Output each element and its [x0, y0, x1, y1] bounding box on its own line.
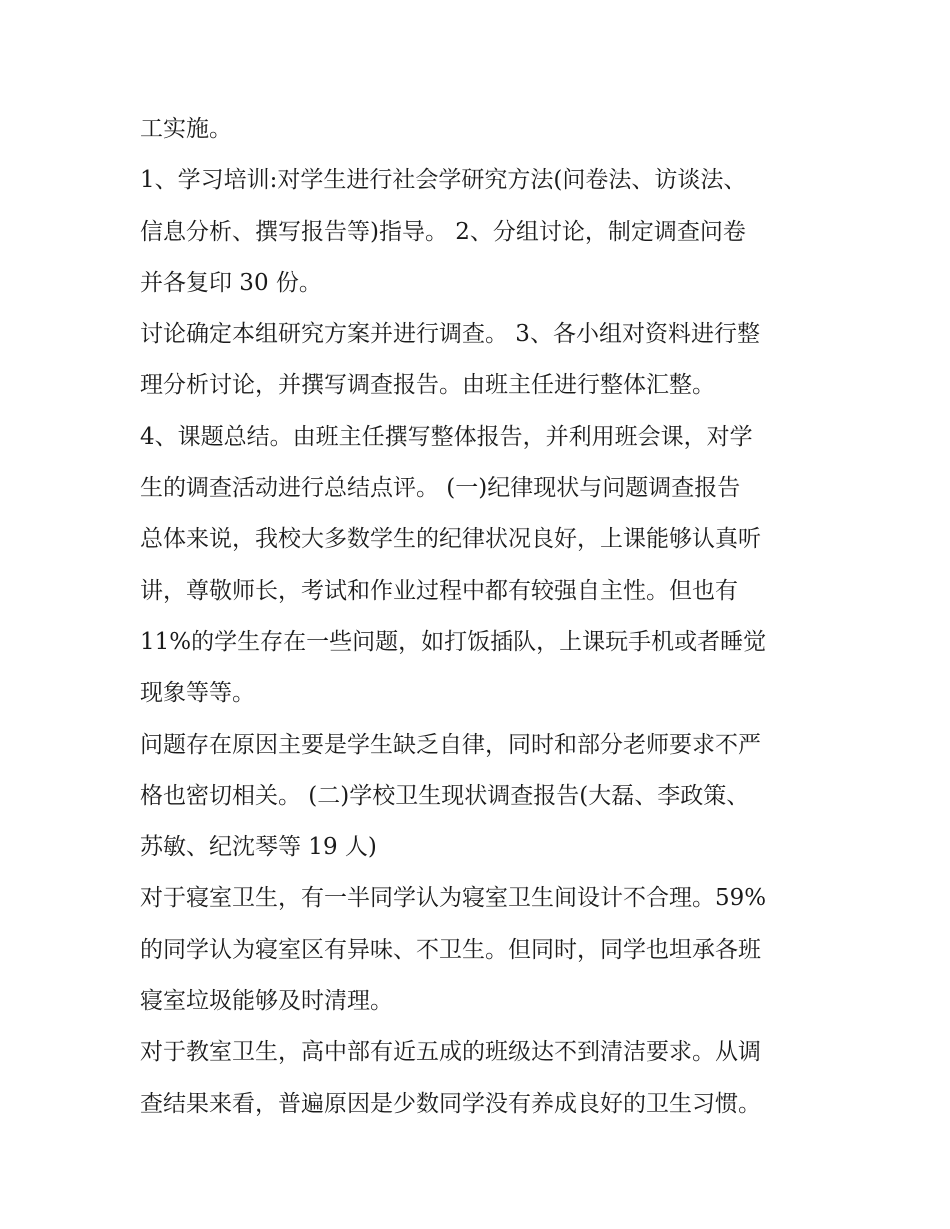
text-line: 讨论确定本组研究方案并进行调查。 3、各小组对资料进行整	[140, 321, 760, 348]
text-line: 1、学习培训:对学生进行社会学研究方法(问卷法、访谈法、	[140, 167, 747, 194]
text-line: 4、课题总结。由班主任撰写整体报告，并利用班会课，对学	[140, 423, 753, 450]
text-line: 格也密切相关。 (二)学校卫生现状调查报告(大磊、李政策、	[140, 782, 750, 809]
text-line: 查结果来看，普遍原因是少数同学没有养成良好的卫生习惯。	[140, 1090, 761, 1117]
text-line: 对于教室卫生，高中部有近五成的班级达不到清洁要求。从调	[140, 1039, 761, 1066]
text-line: 工实施。	[140, 116, 232, 142]
text-line: 并各复印 30 份。	[140, 269, 322, 296]
text-line: 对于寝室卫生，有一半同学认为寝室卫生间设计不合理。59%	[140, 885, 767, 912]
text-line: 寝室垃圾能够及时清理。	[140, 988, 393, 1015]
text-line: 11%的学生存在一些问题，如打饭插队，上课玩手机或者睡觉	[140, 628, 767, 655]
text-line: 苏敏、纪沈琴等 19 人)	[140, 834, 377, 861]
text-line: 现象等等。	[140, 680, 255, 707]
text-line: 生的调查活动进行总结点评。 (一)纪律现状与问题调查报告	[140, 475, 741, 502]
text-line: 讲，尊敬师长，考试和作业过程中都有较强自主性。但也有	[140, 577, 738, 604]
text-line: 理分析讨论，并撰写调查报告。由班主任进行整体汇整。	[140, 372, 715, 399]
text-line: 的同学认为寝室区有异味、不卫生。但同时，同学也坦承各班	[140, 936, 761, 963]
text-line: 信息分析、撰写报告等)指导。 2、分组讨论，制定调查问卷	[140, 218, 746, 245]
text-line: 问题存在原因主要是学生缺乏自律，同时和部分老师要求不严	[140, 731, 761, 758]
document-body	[140, 104, 830, 1130]
text-line: 总体来说，我校大多数学生的纪律状况良好，上课能够认真听	[140, 526, 761, 553]
